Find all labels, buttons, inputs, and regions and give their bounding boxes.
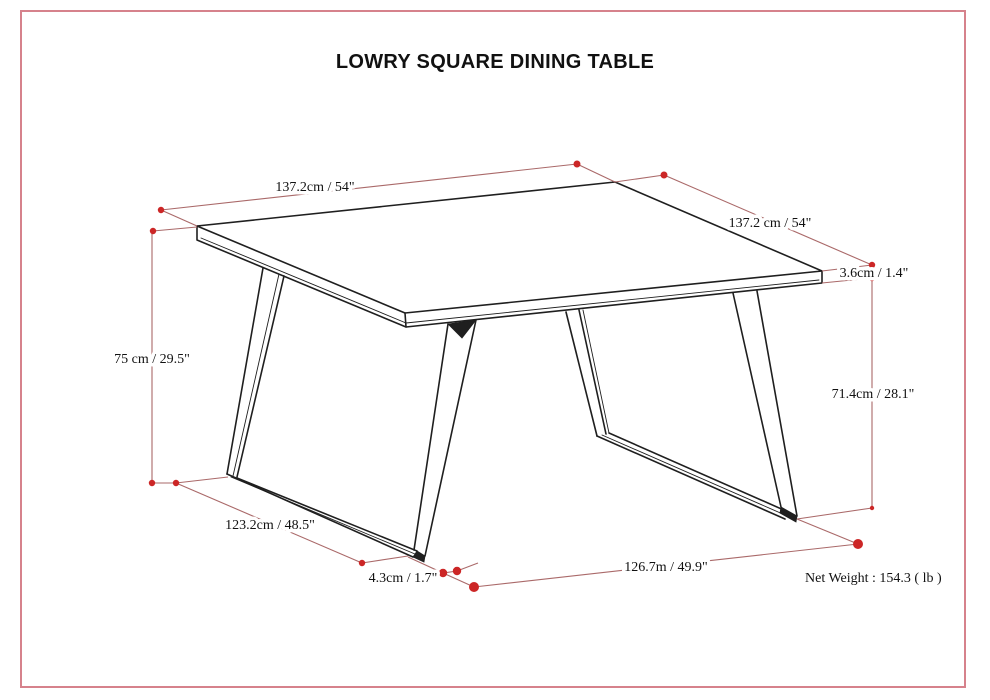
- dim-leader-foot-right-end: [797, 519, 858, 544]
- dot-foot-left-a: [173, 480, 179, 486]
- dot-top-left-a: [158, 207, 164, 213]
- dim-leader-table-height-bottom: [152, 477, 228, 483]
- label-table-height: 75 cm / 29.5": [114, 352, 190, 367]
- dot-foot-right-a: [469, 582, 479, 592]
- dim-leaders-top-left: [161, 164, 615, 226]
- label-top-right-edge: 137.2 cm / 54": [728, 216, 812, 231]
- dot-foot-right-b: [853, 539, 863, 549]
- label-foot-thickness: 4.3cm / 1.7": [368, 571, 438, 586]
- dot-height-top: [150, 228, 156, 234]
- right-leg-right-inner-line: [733, 293, 781, 507]
- label-foot-left-length: 123.2cm / 48.5": [225, 518, 315, 533]
- tabletop-front-corner-edge: [405, 313, 406, 327]
- label-top-thickness: 3.6cm / 1.4": [839, 266, 909, 281]
- page-title: LOWRY SQUARE DINING TABLE: [335, 51, 655, 73]
- dot-top-left-b: [574, 161, 581, 168]
- label-foot-right-length: 126.7m / 49.9": [624, 560, 708, 575]
- dim-leader-foot-left: [362, 556, 408, 563]
- dim-leader-table-height-top: [153, 227, 197, 231]
- right-foot-rail-detail: [602, 435, 785, 515]
- dim-line-top-left-edge: [161, 164, 577, 210]
- dot-foot-thickness-b: [453, 567, 461, 575]
- dimension-labels: [114, 180, 942, 586]
- left-foot-rail-upper: [237, 478, 417, 551]
- label-net-weight: Net Weight : 154.3 ( lb ): [805, 571, 942, 586]
- dot-top-right-a: [661, 172, 668, 179]
- dot-height-bottom: [149, 480, 155, 486]
- front-leg-outer-line: [425, 320, 476, 556]
- front-leg-inner-line: [414, 324, 448, 550]
- dim-leader-leg-height: [797, 508, 872, 519]
- right-foot-rail-lower: [597, 436, 785, 519]
- right-leg-right-outer-line: [757, 291, 797, 516]
- dot-foot-left-b: [359, 560, 365, 566]
- dim-leader-foot-right-start: [443, 573, 474, 587]
- right-leg-assembly: [566, 291, 797, 522]
- dim-leader-top-right: [615, 175, 664, 182]
- left-foot-rail-detail: [231, 477, 415, 554]
- label-leg-height: 71.4cm / 28.1": [831, 387, 915, 402]
- right-leg-left-detail-line: [583, 310, 609, 433]
- table-drawing: [197, 182, 822, 562]
- right-foot-end-cap: [780, 507, 797, 522]
- label-top-left-edge: 137.2cm / 54": [275, 180, 355, 195]
- dot-foot-thickness-a: [439, 569, 447, 577]
- right-foot-rail-upper: [609, 433, 786, 511]
- dot-leg-height-bottom: [870, 506, 874, 510]
